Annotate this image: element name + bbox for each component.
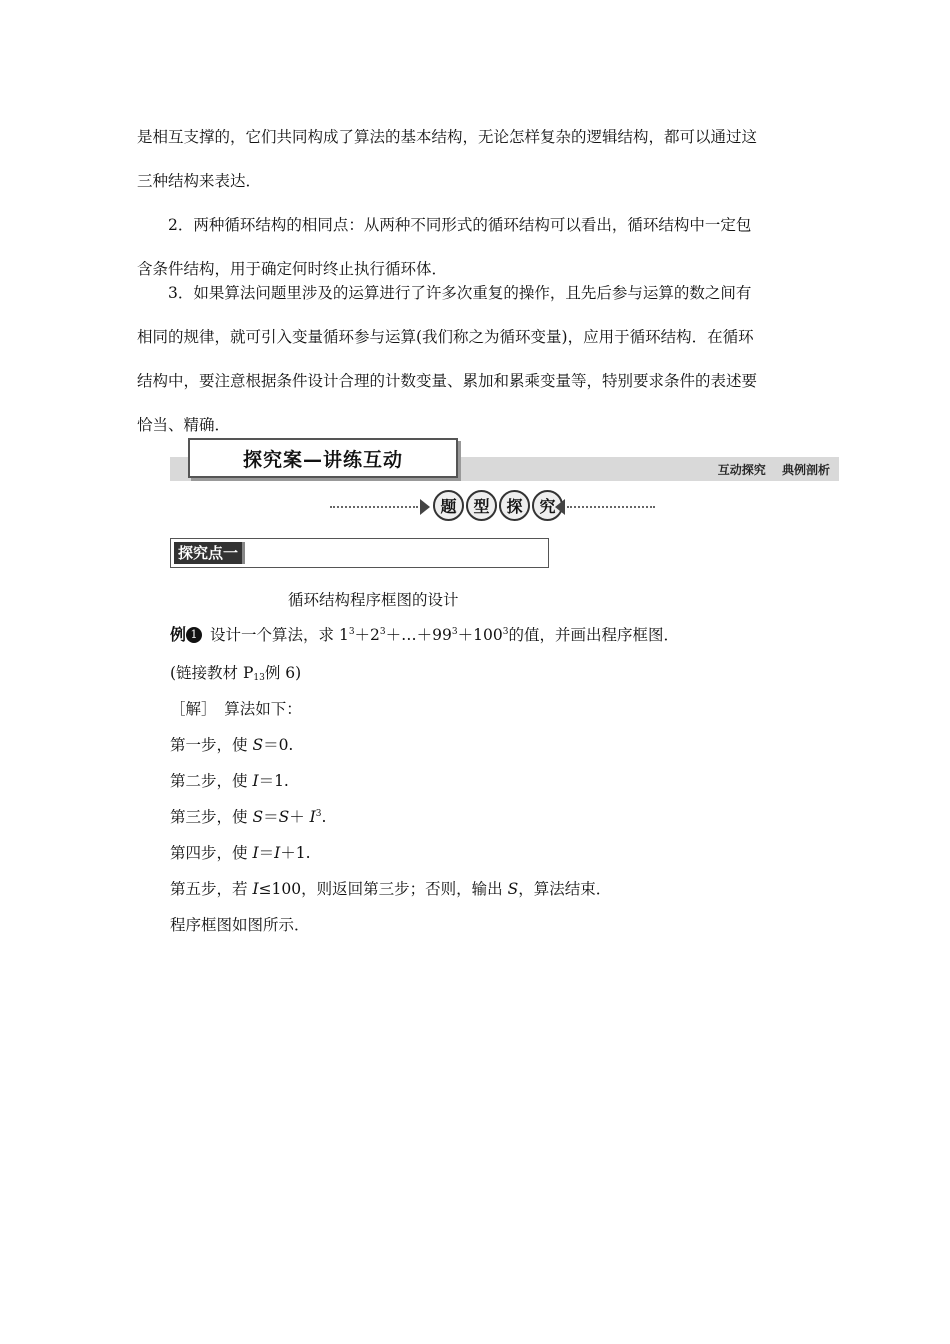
- inquiry-point-box: [170, 538, 549, 568]
- example-badge: 例: [170, 625, 187, 644]
- inquiry-point-label: 探究点一: [174, 542, 245, 564]
- circled-char: 究: [532, 490, 563, 521]
- text-line: 2．两种循环结构的相同点：从两种不同形式的循环结构可以看出，循环结构中一定包: [168, 216, 752, 234]
- step-5: 第五步，若 I≤100，则返回第三步；否则，输出 S，算法结束．: [170, 880, 612, 898]
- text-line: 3．如果算法问题里涉及的运算进行了许多次重复的操作，且先后参与运算的数之间有: [168, 284, 752, 302]
- dotted-rule-right: [567, 506, 655, 508]
- step-4: 第四步，使 I＝I＋1.: [170, 844, 311, 862]
- circled-char: 探: [499, 490, 530, 521]
- example-text: 的值，并画出程序框图．: [508, 626, 679, 644]
- example-text: ＋…＋99: [385, 626, 452, 644]
- solution-steps: [170, 660, 611, 948]
- exponent: 3: [379, 627, 386, 637]
- topic-subtitle: 循环结构程序框图的设计: [288, 591, 459, 609]
- step-2: 第二步，使 I＝1.: [170, 772, 289, 790]
- textbook-link: (链接教材 $P_{13}$例 6): [170, 664, 302, 683]
- exponent: 3: [348, 627, 355, 637]
- section-banner-tags: [718, 460, 830, 480]
- text-line: 三种结构来表达．: [137, 172, 262, 190]
- exponent: 3: [451, 627, 458, 637]
- solution-head: ［解］ 算法如下：: [170, 700, 302, 718]
- text-line: 相同的规律，就可引入变量循环参与运算(我们称之为循环变量)，应用于循环结构．在循环: [137, 328, 754, 346]
- text-line: 含条件结构，用于确定何时终止执行循环体．: [137, 260, 448, 278]
- example-text: ＋100: [457, 626, 503, 644]
- banner-tag: 互动探究: [717, 463, 766, 477]
- arrow-right-icon: [420, 499, 430, 515]
- example-number-icon: 1: [186, 627, 202, 643]
- text-line: 是相互支撑的，它们共同构成了算法的基本结构，无论怎样复杂的逻辑结构，都可以通过这: [137, 128, 758, 146]
- text-line: 恰当、精确．: [137, 416, 231, 434]
- section-banner-title: 探究案—讲练互动: [188, 438, 458, 478]
- exponent: 3: [502, 627, 509, 637]
- paragraph-continuation: [137, 115, 817, 203]
- step-3: 第三步，使 $S=S+ I^3$.: [170, 808, 327, 826]
- circled-char: 题: [433, 490, 464, 521]
- example-statement: [170, 622, 679, 648]
- closing-text: 程序框图如图所示．: [170, 916, 310, 934]
- example-text: 设计一个算法，求 1: [210, 626, 349, 644]
- step-1: 第一步，使 S＝0.: [170, 736, 294, 754]
- banner-tag: 典例剖析: [781, 463, 830, 477]
- example-text: ＋2: [354, 626, 380, 644]
- text-line: 结构中，要注意根据条件设计合理的计数变量、累加和累乘变量等，特别要求条件的表述要: [137, 372, 758, 390]
- arrow-left-icon: [555, 499, 565, 515]
- circled-title: [433, 490, 563, 521]
- paragraph-point-3: [137, 271, 817, 447]
- circled-char: 型: [466, 490, 497, 521]
- dotted-rule-left: [330, 506, 418, 508]
- question-type-header: [330, 490, 655, 524]
